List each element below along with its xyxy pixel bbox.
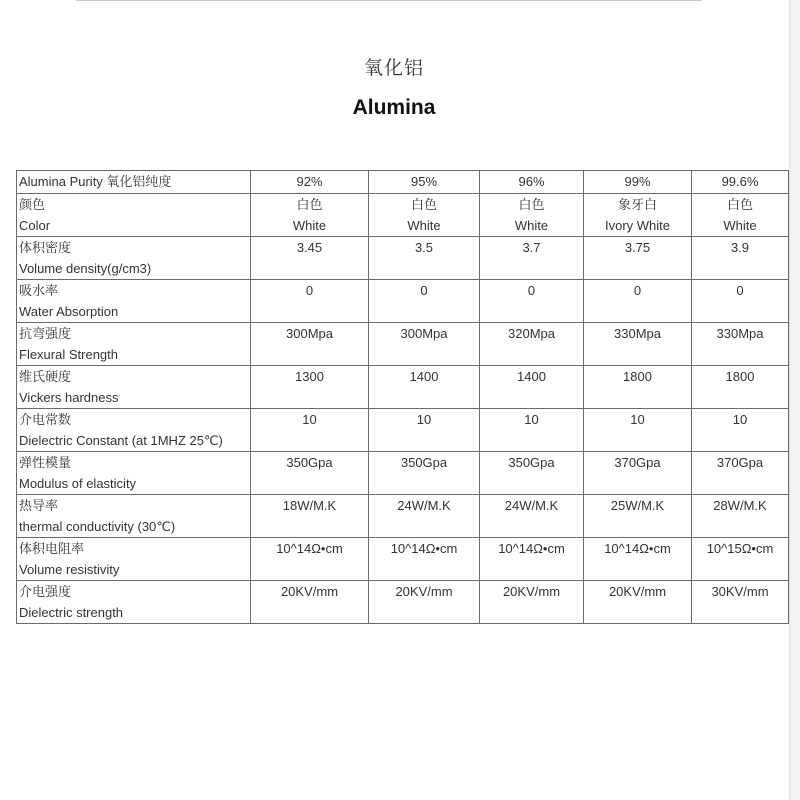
property-value-line: 10^14Ω•cm <box>276 541 343 556</box>
property-value-line: 白色 <box>518 197 545 212</box>
property-value <box>480 323 584 366</box>
property-value <box>692 538 789 581</box>
property-value-line: 3.9 <box>730 240 750 255</box>
property-value <box>584 194 692 237</box>
purity-value: 99.6% <box>692 171 789 194</box>
property-value-line: 25W/M.K <box>610 498 665 513</box>
property-label-english: Color <box>19 218 51 233</box>
property-value-line: 10 <box>630 412 645 427</box>
property-label-english: Volume density(g/cm3) <box>19 261 152 276</box>
purity-label: Alumina Purity 氧化铝纯度 <box>17 171 251 194</box>
property-value-line: 10 <box>416 412 432 427</box>
property-value <box>369 237 480 280</box>
property-value-line: 白色 <box>410 197 437 212</box>
property-value-line: 0 <box>736 283 744 298</box>
property-value-line: 3.45 <box>296 240 323 255</box>
property-value-line: Ivory White <box>604 218 670 233</box>
property-value <box>251 409 369 452</box>
property-value-line: 10 <box>732 412 748 427</box>
property-value <box>251 237 369 280</box>
purity-value: 95% <box>369 171 480 194</box>
property-value <box>369 495 480 538</box>
property-label <box>17 194 251 237</box>
property-value-line: 370Gpa <box>614 455 661 470</box>
property-value <box>584 323 692 366</box>
alumina-spec-table <box>16 170 789 624</box>
property-label-chinese: 弹性模量 <box>19 455 72 470</box>
property-value <box>692 452 789 495</box>
property-value <box>251 452 369 495</box>
property-value <box>692 194 789 237</box>
property-row <box>17 495 789 538</box>
property-value-line: 20KV/mm <box>608 584 667 599</box>
property-value-line: 白色 <box>296 197 323 212</box>
property-label-chinese: 介电常数 <box>19 412 72 427</box>
title-chinese: 氧化铝 <box>363 57 424 79</box>
scrollbar-track[interactable] <box>789 0 800 800</box>
property-value <box>480 280 584 323</box>
property-value <box>369 280 480 323</box>
property-label-chinese: 体积密度 <box>19 240 72 255</box>
purity-value: 92% <box>251 171 369 194</box>
property-value-line: 28W/M.K <box>713 498 767 513</box>
purity-value: 96% <box>480 171 584 194</box>
property-value-line: 10^14Ω•cm <box>604 541 671 556</box>
property-value-line: White <box>723 218 757 233</box>
property-value <box>369 452 480 495</box>
property-value-line: 20KV/mm <box>280 584 339 599</box>
property-value <box>584 538 692 581</box>
purity-value: 99% <box>584 171 692 194</box>
property-value <box>584 581 692 624</box>
property-value <box>584 495 692 538</box>
property-value-line: 24W/M.K <box>397 498 451 513</box>
property-value <box>584 280 692 323</box>
property-value-line: 350Gpa <box>508 455 555 470</box>
property-value-line: 370Gpa <box>716 455 764 470</box>
top-divider <box>76 0 702 1</box>
property-value-line: 0 <box>305 283 314 298</box>
property-label <box>17 366 251 409</box>
property-value-line: 1400 <box>517 369 546 384</box>
property-label-english: Water Absorption <box>19 304 119 319</box>
property-value <box>584 366 692 409</box>
property-label <box>17 237 251 280</box>
property-value-line: 0 <box>420 283 428 298</box>
property-value <box>480 581 584 624</box>
property-value <box>251 581 369 624</box>
property-value-line: 10 <box>524 412 539 427</box>
property-value-line: 20KV/mm <box>502 584 561 599</box>
property-label <box>17 452 251 495</box>
property-value <box>369 366 480 409</box>
property-row <box>17 581 789 624</box>
property-value <box>369 581 480 624</box>
property-value-line: 330Mpa <box>716 326 764 341</box>
property-label <box>17 323 251 366</box>
property-value <box>251 280 369 323</box>
property-value <box>584 452 692 495</box>
property-label-english: Vickers hardness <box>19 390 119 405</box>
property-value-line: 350Gpa <box>286 455 333 470</box>
property-value-line: 18W/M.K <box>282 498 337 513</box>
property-value <box>251 366 369 409</box>
spec-table-body <box>17 171 789 624</box>
property-value <box>480 538 584 581</box>
property-value <box>692 581 789 624</box>
property-row <box>17 237 789 280</box>
property-label-english: Dielectric strength <box>19 605 124 620</box>
property-value <box>584 237 692 280</box>
property-value-line: White <box>514 218 549 233</box>
property-label-chinese: 维氏硬度 <box>19 369 72 384</box>
property-label-english: Flexural Strength <box>19 347 118 362</box>
property-value-line: 330Mpa <box>614 326 661 341</box>
property-label-english: Volume resistivity <box>19 562 120 577</box>
property-value <box>251 495 369 538</box>
property-label-english: Dielectric Constant (at 1MHZ 25℃) <box>19 433 223 448</box>
property-label-chinese: 抗弯强度 <box>19 326 72 341</box>
property-value <box>692 280 789 323</box>
property-value <box>480 409 584 452</box>
property-value <box>369 538 480 581</box>
property-value <box>480 452 584 495</box>
property-row <box>17 194 789 237</box>
property-value <box>692 323 789 366</box>
property-value-line: 320Mpa <box>508 326 555 341</box>
property-value <box>480 366 584 409</box>
property-value <box>692 237 789 280</box>
property-row <box>17 323 789 366</box>
property-value <box>251 194 369 237</box>
property-row <box>17 366 789 409</box>
property-value-line: 1300 <box>295 369 324 384</box>
property-row <box>17 280 789 323</box>
property-row <box>17 452 789 495</box>
property-label <box>17 495 251 538</box>
title-english: Alumina <box>352 96 436 119</box>
property-label-english: thermal conductivity (30℃) <box>19 519 176 534</box>
property-value <box>369 323 480 366</box>
property-value-line: 0 <box>633 283 642 298</box>
property-value <box>251 538 369 581</box>
property-label <box>17 280 251 323</box>
property-label-chinese: 吸水率 <box>19 283 59 298</box>
property-label-chinese: 介电强度 <box>19 584 72 599</box>
property-row <box>17 538 789 581</box>
property-value-line: 3.7 <box>522 240 541 255</box>
property-value-line: 1800 <box>725 369 755 384</box>
property-label-chinese: 热导率 <box>19 498 59 513</box>
property-value <box>692 495 789 538</box>
property-value-line: White <box>407 218 441 233</box>
property-value <box>251 323 369 366</box>
property-label-english: Modulus of elasticity <box>19 476 137 491</box>
property-value <box>584 409 692 452</box>
property-label <box>17 409 251 452</box>
property-value-line: 24W/M.K <box>504 498 559 513</box>
property-value-line: 10^15Ω•cm <box>706 541 774 556</box>
purity-row <box>17 171 789 194</box>
property-value-line: 10^14Ω•cm <box>390 541 458 556</box>
property-value <box>369 409 480 452</box>
property-value-line: 白色 <box>726 197 753 212</box>
property-value-line: 30KV/mm <box>711 584 769 599</box>
property-value-line: White <box>292 218 327 233</box>
property-value-line: 0 <box>527 283 536 298</box>
property-value <box>369 194 480 237</box>
property-value-line: 300Mpa <box>286 326 333 341</box>
property-label-chinese: 体积电阻率 <box>19 541 85 556</box>
property-value-line: 300Mpa <box>400 326 448 341</box>
property-value <box>480 237 584 280</box>
property-value-line: 3.5 <box>414 240 434 255</box>
property-value <box>692 409 789 452</box>
property-value-line: 10 <box>302 412 317 427</box>
property-row <box>17 409 789 452</box>
property-value-line: 1400 <box>409 369 439 384</box>
property-value-line: 350Gpa <box>400 455 448 470</box>
property-value-line: 1800 <box>623 369 652 384</box>
property-value <box>480 194 584 237</box>
property-label <box>17 538 251 581</box>
property-label-chinese: 颜色 <box>19 197 46 212</box>
property-value <box>480 495 584 538</box>
property-value-line: 3.75 <box>624 240 651 255</box>
property-value <box>692 366 789 409</box>
property-value-line: 10^14Ω•cm <box>498 541 565 556</box>
property-label <box>17 581 251 624</box>
property-value-line: 象牙白 <box>617 197 657 212</box>
property-value-line: 20KV/mm <box>395 584 453 599</box>
